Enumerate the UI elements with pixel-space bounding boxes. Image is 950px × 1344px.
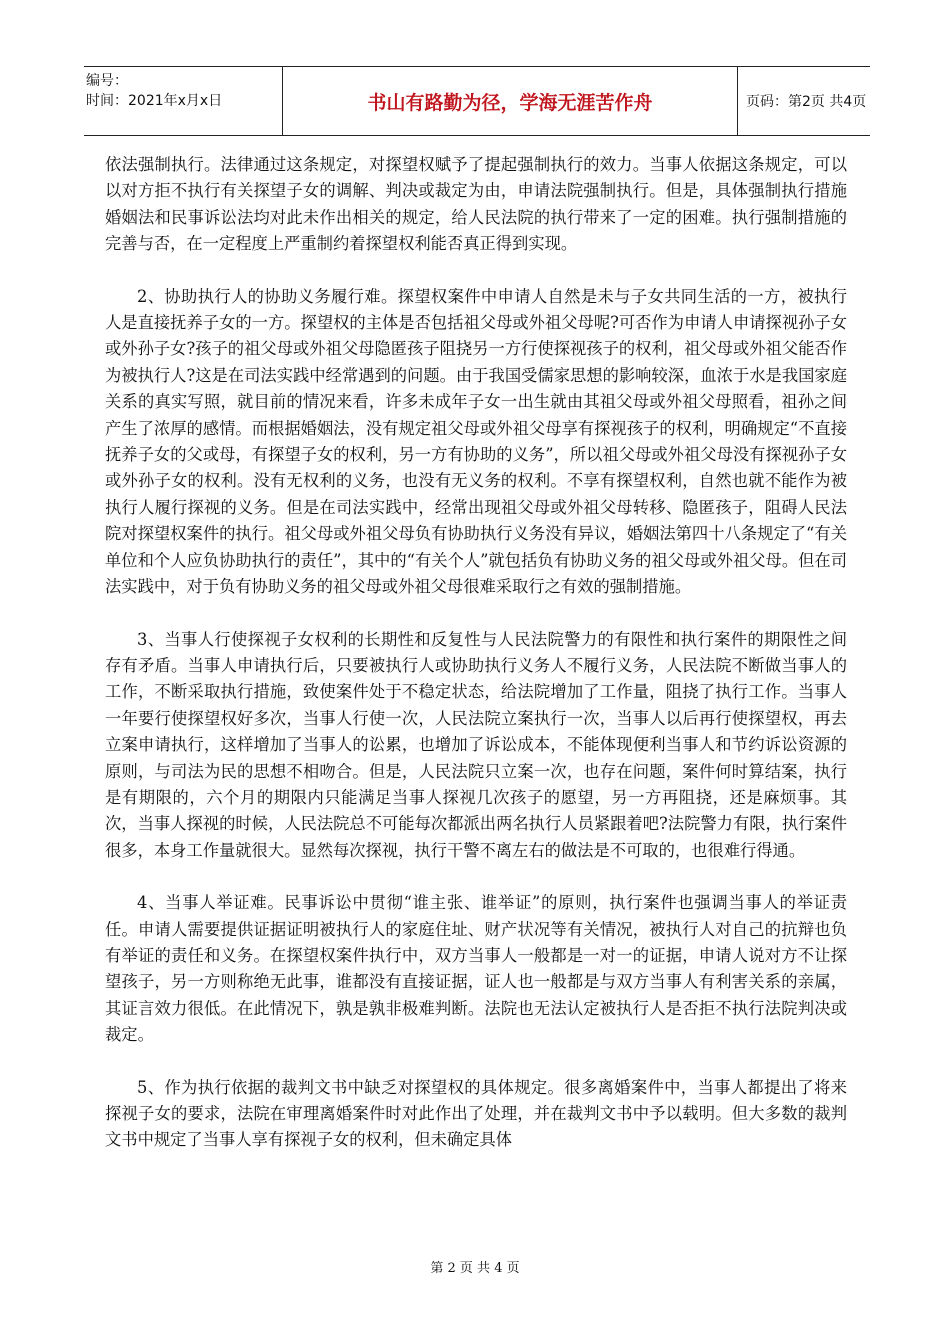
document-number-label: 编号：	[86, 73, 128, 89]
header-page-info: 页码：第2页 共4页	[746, 94, 867, 110]
header-motto: 书山有路勤为径，学海无涯苦作舟	[282, 67, 738, 135]
paragraph-continued: 依法强制执行。法律通过这条规定，对探望权赋予了提起强制执行的效力。当事人依据这条规定，可以以对方拒不执行有关探望子女的调解、判决或裁定为由，申请法院强制执行。但是，具体强制执行措施婚姻法和民事诉讼法均对此未作出相关的规定，给人民法院的执行带来了一定的困难。执行强制措施的完善与否，在一定程度上严重制约着探望权利能否真正得到实现。	[105, 155, 847, 254]
paragraph-item-4: 4、当事人举证难。民事诉讼中贯彻“谁主张、谁举证”的原则，执行案件也强调当事人的举证责任。申请人需要提供证据证明被执行人的家庭住址、财产状况等有关情况，被执行人对自己的抗辩也负有举证的责任和义务。在探望权案件执行中，双方当事人一般都是一对一的证据，申请人说对方不让探望孩子，另一方则称绝无此事，谁都没有直接证据，证人也一般都是与双方当事人有利害关系的亲属，其证言效力很低。在此情况下，孰是孰非极难判断。法院也无法认定被执行人是否拒不执行法院判决或裁定。	[105, 893, 847, 1045]
document-body	[105, 152, 847, 1180]
paragraph-item-3: 3、当事人行使探视子女权利的长期性和反复性与人民法院警力的有限性和执行案件的期限性之间存有矛盾。当事人申请执行后，只要被执行人或协助执行义务人不履行义务，人民法院不断做当事人的工作，不断采取执行措施，致使案件处于不稳定状态，给法院增加了工作量，阻挠了执行工作。当事人一年要行使探望权好多次，当事人行使一次，人民法院立案执行一次，当事人以后再行使探望权，再去立案申请执行，这样增加了当事人的讼累，也增加了诉讼成本，不能体现便利当事人和节约诉讼资源的原则，与司法为民的思想不相吻合。但是，人民法院只立案一次，也存在问题，案件何时算结案，执行是有期限的，六个月的期限内只能满足当事人探视几次孩子的愿望，另一方再阻挠，还是麻烦事。其次，当事人探视的时候，人民法院总不可能每次都派出两名执行人员紧跟着吧?法院警力有限，执行案件很多，本身工作量就很大。显然每次探视，执行干警不离左右的做法是不可取的，也很难行得通。	[105, 629, 847, 860]
paragraph-item-5: 5、作为执行依据的裁判文书中缺乏对探望权的具体规定。很多离婚案件中，当事人都提出了将来探视子女的要求，法院在审理离婚案件时对此作出了处理，并在裁判文书中予以载明。但大多数的裁判文书中规定了当事人享有探视子女的权利，但未确定具体	[105, 1077, 847, 1150]
document-time-label: 时间：2021年x月x日	[86, 93, 223, 109]
paragraph-item-2: 2、协助执行人的协助义务履行难。探望权案件中申请人自然是未与子女共同生活的一方，被执行人是直接抚养子女的一方。探望权的主体是否包括祖父母或外祖父母呢?可否作为申请人申请探视孙子女或外孙子女?孩子的祖父母或外祖父母隐匿孩子阻挠另一方行使探视孩子的权利，祖父母或外祖父能否作为被执行人?这是在司法实践中经常遇到的问题。由于我国受儒家思想的影响较深，血浓于水是我国家庭关系的真实写照，就目前的情况来看，许多未成年子女一出生就由其祖父母或外祖父母照看，祖孙之间产生了浓厚的感情。而根据婚姻法，没有规定祖父母或外祖父母享有探视孩子的权利，明确规定“不直接抚养子女的父或母，有探望子女的权利，另一方有协助的义务”，所以祖父母或外祖父母没有探视孙子女或外孙子女的权利。没有无权利的义务，也没有无义务的权利。不享有探望权利，自然也就不能作为被执行人履行探视的义务。但是在司法实践中，经常出现祖父母或外祖父母转移、隐匿孩子，阻碍人民法院对探望权案件的执行。祖父母或外祖父母负有协助执行义务没有异议，婚姻法第四十八条规定了“有关单位和个人应负协助执行的责任”，其中的“有关个人”就包括负有协助义务的祖父母或外祖父母。但在司法实践中，对于负有协助义务的祖父母或外祖父母很难采取行之有效的强制措施。	[105, 286, 847, 597]
page-footer: 第 2 页 共 4 页	[430, 1261, 520, 1276]
page-header	[84, 66, 870, 136]
header-meta	[86, 71, 282, 131]
